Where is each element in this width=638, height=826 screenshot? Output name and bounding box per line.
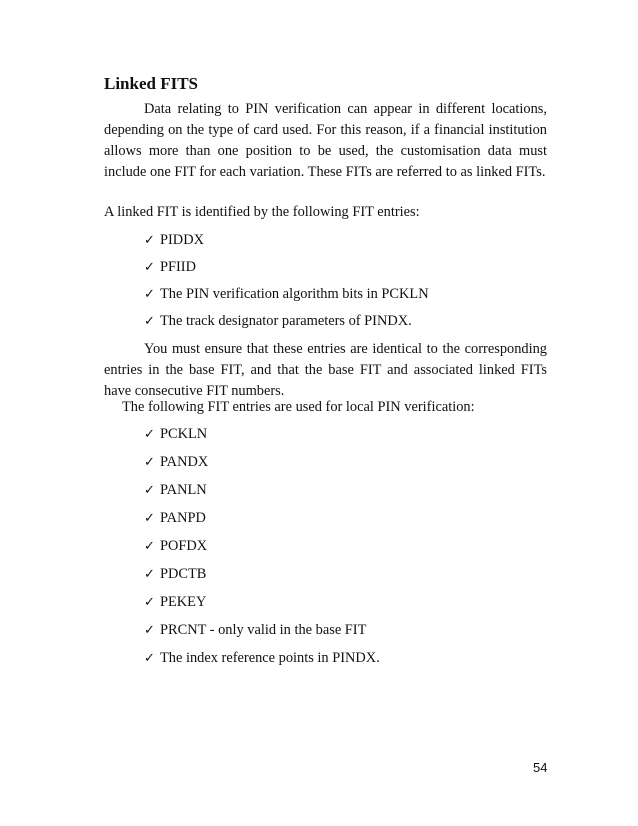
checkmark-icon: ✓	[144, 623, 155, 638]
local-item: ✓ POFDX	[144, 538, 208, 554]
local-item: ✓ PANPD	[144, 510, 206, 526]
checkmark-icon: ✓	[144, 539, 155, 554]
checkmark-icon: ✓	[144, 314, 155, 329]
consistency-paragraph: You must ensure that these entries are identical to the corresponding entries in the base FIT, and that the base FIT and associated linked FITs have consecutive FIT numbers.	[104, 341, 547, 399]
local-item: ✓ PANLN	[144, 482, 207, 498]
intro-paragraph: Data relating to PIN verification can appear in different locations, depending on the type of card used. For this reason, if a financial institution allows more than one position to be used, the customisation data must include one FIT for each variation. These FITs are referred to as linked FITs.	[104, 101, 547, 180]
linked-item: ✓ PIDDX	[144, 232, 204, 248]
local-item: ✓ PEKEY	[144, 594, 207, 610]
checkmark-icon: ✓	[144, 260, 155, 275]
checkmark-icon: ✓	[144, 511, 155, 526]
checkmark-icon: ✓	[144, 595, 155, 610]
checkmark-icon: ✓	[144, 567, 155, 582]
linked-fit-intro: A linked FIT is identified by the following FIT entries:	[104, 204, 420, 220]
linked-item: ✓ The PIN verification algorithm bits in PCKLN	[144, 286, 429, 302]
local-item: ✓ The index reference points in PINDX.	[144, 650, 380, 666]
checkmark-icon: ✓	[144, 483, 155, 498]
checkmark-icon: ✓	[144, 233, 155, 248]
section-heading: Linked FITS	[104, 74, 199, 93]
linked-item: ✓ PFIID	[144, 259, 196, 275]
checkmark-icon: ✓	[144, 287, 155, 302]
checkmark-icon: ✓	[144, 427, 155, 442]
local-item: ✓ PANDX	[144, 454, 209, 470]
local-item: ✓ PDCTB	[144, 566, 207, 582]
page-number: 54	[533, 760, 548, 775]
checkmark-icon: ✓	[144, 651, 155, 666]
linked-item: ✓ The track designator parameters of PINDX.	[144, 313, 412, 329]
local-item: ✓ PRCNT - only valid in the base FIT	[144, 622, 367, 638]
local-pin-intro: The following FIT entries are used for local PIN verification:	[122, 399, 475, 415]
local-item: ✓ PCKLN	[144, 426, 208, 442]
checkmark-icon: ✓	[144, 455, 155, 470]
